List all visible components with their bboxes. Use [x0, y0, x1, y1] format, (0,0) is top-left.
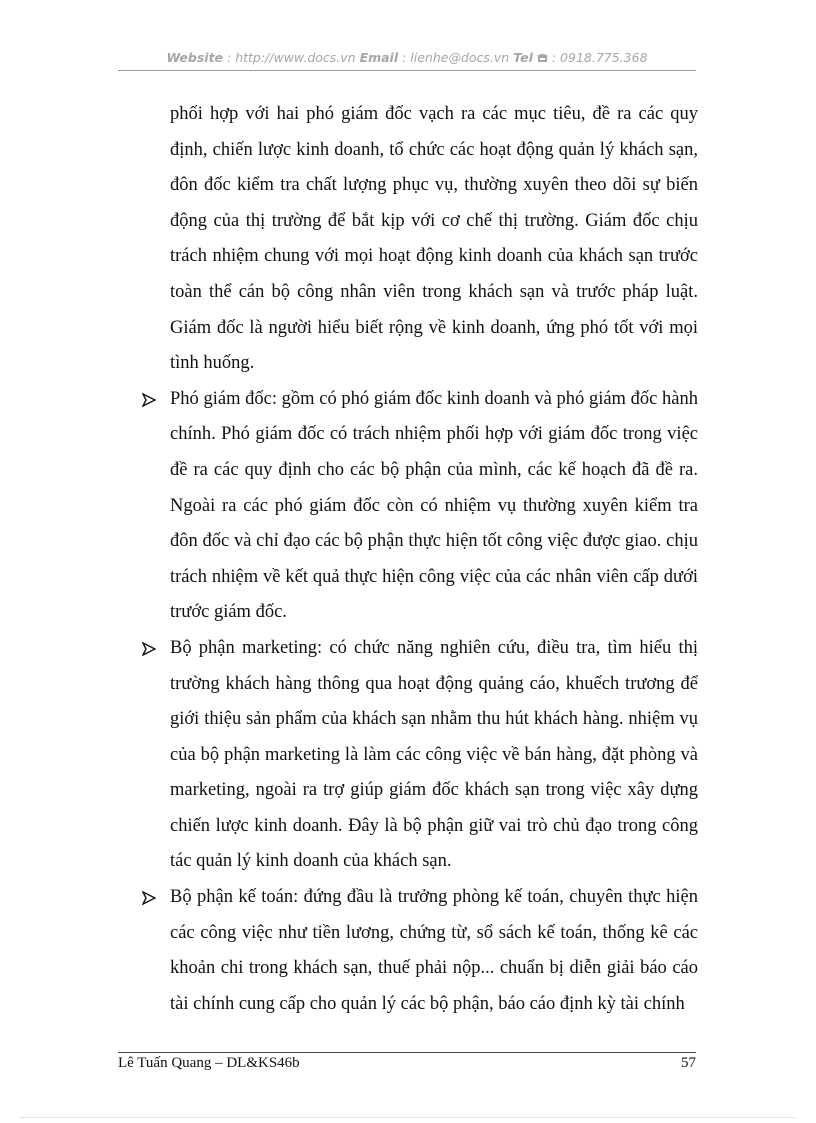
header-divider [118, 70, 696, 71]
arrow-bullet-icon [142, 880, 156, 905]
bullet-text: Phó giám đốc: gồm có phó giám đốc kinh doanh và phó giám đốc hành chính. Phó giám đốc có trách nhiệm phối hợp với giám đốc trong việc đề ra các quy định cho các bộ phận của mình, các kế hoạch đã đề ra. Ngoài ra các phó giám đốc còn có nhiệm vụ thường xuyên kiểm tra đôn đốc và chỉ đạo các bộ phận thực hiện tốt công việc được giao. chịu trách nhiệm về kết quả thực hiện công việc của các nhân viên cấp dưới trước giám đốc. [170, 388, 698, 623]
page-edge-dots [20, 1117, 796, 1118]
phone-icon [537, 50, 552, 65]
document-body [0, 97, 816, 1022]
email-value: : lienhe@docs.vn [398, 50, 514, 65]
bullet-text: Bộ phận marketing: có chức năng nghiên cứu, điều tra, tìm hiểu thị trường khách hàng thông qua hoạt động quảng cáo, khuếch trương để giới thiệu sản phẩm của khách sạn nhằm thu hút khách hàng. nhiệm vụ của bộ phận marketing là làm các công việc về bán hàng, đặt phòng và marketing, ngoài ra trợ giúp giám đốc khách sạn trong việc xây dựng chiến lược kinh doanh. Đây là bộ phận giữ vai trò chủ đạo trong công tác quản lý kinh doanh của khách sạn. [170, 637, 698, 872]
arrow-bullet-icon [142, 631, 156, 656]
tel-label: Tel [513, 50, 533, 65]
arrow-bullet-icon [142, 382, 156, 407]
page-header [118, 50, 696, 65]
bullet-marketing [170, 631, 698, 880]
email-label: Email [359, 50, 399, 65]
bullet-pho-giam-doc [170, 382, 698, 631]
footer-divider [118, 1052, 696, 1053]
page-number: 57 [681, 1055, 696, 1071]
footer-author: Lê Tuấn Quang – DL&KS46b [118, 1055, 300, 1071]
bullet-ke-toan [170, 880, 698, 1022]
intro-paragraph: phối hợp với hai phó giám đốc vạch ra các mục tiêu, đề ra các quy định, chiến lược kinh doanh, tổ chức các hoạt động quản lý khách sạn, đôn đốc kiểm tra chất lượng phục vụ, thường xuyên theo dõi sự biến động của thị trường để bắt kịp với cơ chế thị trường. Giám đốc chịu trách nhiệm chung với mọi hoạt động kinh doanh của khách sạn trước toàn thể cán bộ công nhân viên trong khách sạn và trước pháp luật. Giám đốc là người hiểu biết rộng về kinh doanh, ứng phó tốt với mọi tình huống. [170, 104, 698, 374]
website-label: Website [166, 50, 224, 65]
bullet-text: Bộ phận kế toán: đứng đầu là trưởng phòng kế toán, chuyên thực hiện các công việc như tiền lương, chứng từ, sổ sách kế toán, thống kê các khoản chi trong khách sạn, thuế phải nộp... chuẩn bị diễn giải báo cáo tài chính cung cấp cho quản lý các bộ phận, báo cáo định kỳ tài chính [170, 887, 698, 1014]
tel-value: : 0918.775.368 [551, 50, 648, 65]
website-value: : http://www.docs.vn [223, 50, 360, 65]
